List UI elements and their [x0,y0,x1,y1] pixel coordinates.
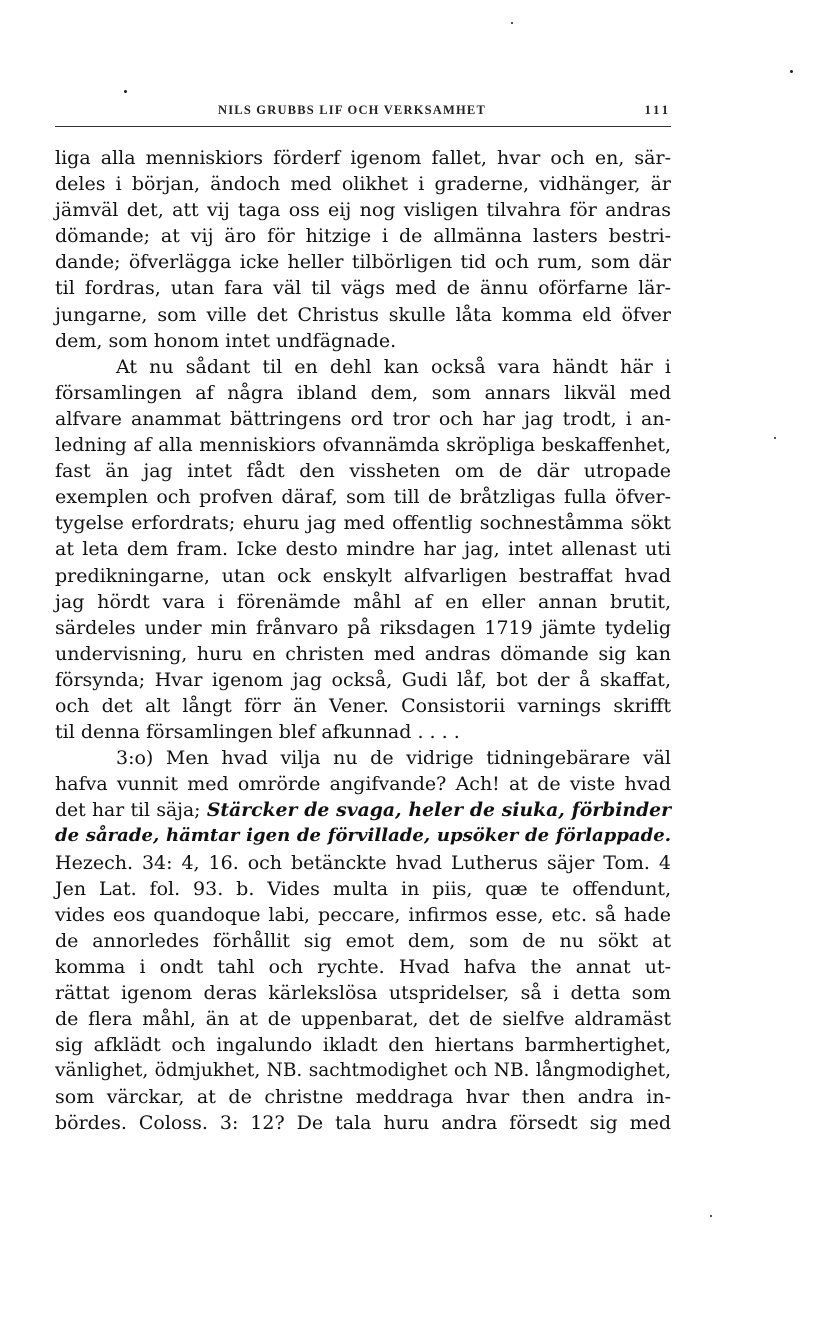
text-line: som värckar, at de christne meddraga hvar then andra in- [55,1086,671,1109]
text-line: dem, som honom intet undfägnade. [55,329,397,352]
text-line: til denna församlingen blef afkunnad . . . . [55,721,460,744]
text-line: fast än jag intet fådt den vissheten om de där utropade [55,460,671,483]
text-line: 3:o) Men hvad vilja nu de vidrige tidningebärare väl [116,747,671,770]
text-line: dömande; at vij äro för hitzige i de allmänna lasters bestri- [55,225,671,248]
body-text [55,145,671,1137]
text-line: hafva vunnit med omrörde angifvande? Ach! at de viste hvad [55,773,671,796]
speck [710,1215,712,1217]
text-line: jungarne, som ville det Christus skulle låta komma eld öfver [55,303,671,326]
text-line: särdeles under min frånvaro på riksdagen 1719 jämte tydelig [55,616,671,639]
text-line: til fordras, utan fara väl til vägs med de ännu oförfarne lär- [55,277,671,300]
text-line: at leta dem fram. Icke desto mindre har jag, intet allenast uti [55,538,671,561]
text-line: vides eos quandoque labi, peccare, infirmos esse, etc. så hade [55,903,671,926]
text-line: Hezech. 34: 4, 16. och betänckte hvad Lutherus säjer Tom. 4 [55,851,671,874]
text-line: undervisning, huru en christen med andras dömande sig kan [55,642,671,665]
text-line: de flera måhl, än at de uppenbarat, det de sielfve aldramäst [55,1008,671,1031]
text-line: predikningarne, utan ock enskylt alfvarligen bestraffat hvad [55,564,671,587]
running-title: NILS GRUBBS LIF OCH VERKSAMHET [218,103,486,117]
page-number: 111 [644,103,671,117]
page-header [55,103,671,121]
text-line: sig afklädt och ingalundo ikladt den hiertans barmhertighet, [55,1034,671,1057]
text-line: rättat igenom deras kärlekslösa utspridelser, så i detta som [55,982,671,1004]
speck [774,437,776,439]
text-line [55,823,671,849]
text-line: deles i början, ändoch med olikhet i graderne, vidhänger, är [55,173,671,196]
text-line: komma i ondt tahl och rychte. Hvad hafva the annat ut- [55,955,671,978]
text-line: vänlighet, ödmjukhet, NB. sachtmodighet och NB. långmodighet, [55,1060,671,1082]
scripture-quote: Stärcker de svaga, heler de siuka, förbinder [206,799,671,822]
speck [790,70,793,73]
speck [511,22,513,24]
text-line: församlingen af några ibland dem, som annars likväl med [55,381,671,404]
text-line: tygelse erfordrats; ehuru jag med offentlig sochneståmma sökt [55,512,671,535]
text-line: dande; öfverlägga icke heller tilbörligen tid och rum, som där [55,251,671,274]
text-line: alfvare anammat bättringens ord tror och har jag trodt, i an- [55,407,671,430]
text-line: försynda; Hvar igenom jag också, Gudi låf, bot der å skaffat, [55,668,671,691]
scripture-quote: de sårade, hämtar igen de förvillade, upsöker de förlappade. [55,825,671,847]
text-line: At nu sådant til en dehl kan också vara händt här i [116,355,671,378]
text-line: bördes. Coloss. 3: 12? De tala huru andra försedt sig med [55,1112,671,1135]
text-line: exemplen och profven däraf, som till de bråtzligas fulla öfver- [55,486,671,509]
text-line: och det alt långt förr än Vener. Consistorii varnings skrifft [55,694,671,717]
text-line: liga alla menniskiors förderf igenom fallet, hvar och en, sär- [55,147,671,169]
text-line: det har til säja; Stärcker de svaga, heler de siuka, förbinder [55,799,671,822]
text-line: Jen Lat. fol. 93. b. Vides multa in piis, quæ te offendunt, [55,877,671,900]
speck [124,90,127,93]
text-line: ledning af alla menniskiors ofvannämda skröpliga beskaffenhet, [55,434,671,457]
text-line: jag hördt vara i förenämde måhl af en eller annan brutit, [55,590,671,613]
header-rule [55,126,671,127]
text-line: de annorledes förhållit sig emot dem, som de nu sökt at [55,929,671,952]
text-line: jämväl det, att vij taga oss eij nog visligen tilvahra för andras [55,199,671,222]
